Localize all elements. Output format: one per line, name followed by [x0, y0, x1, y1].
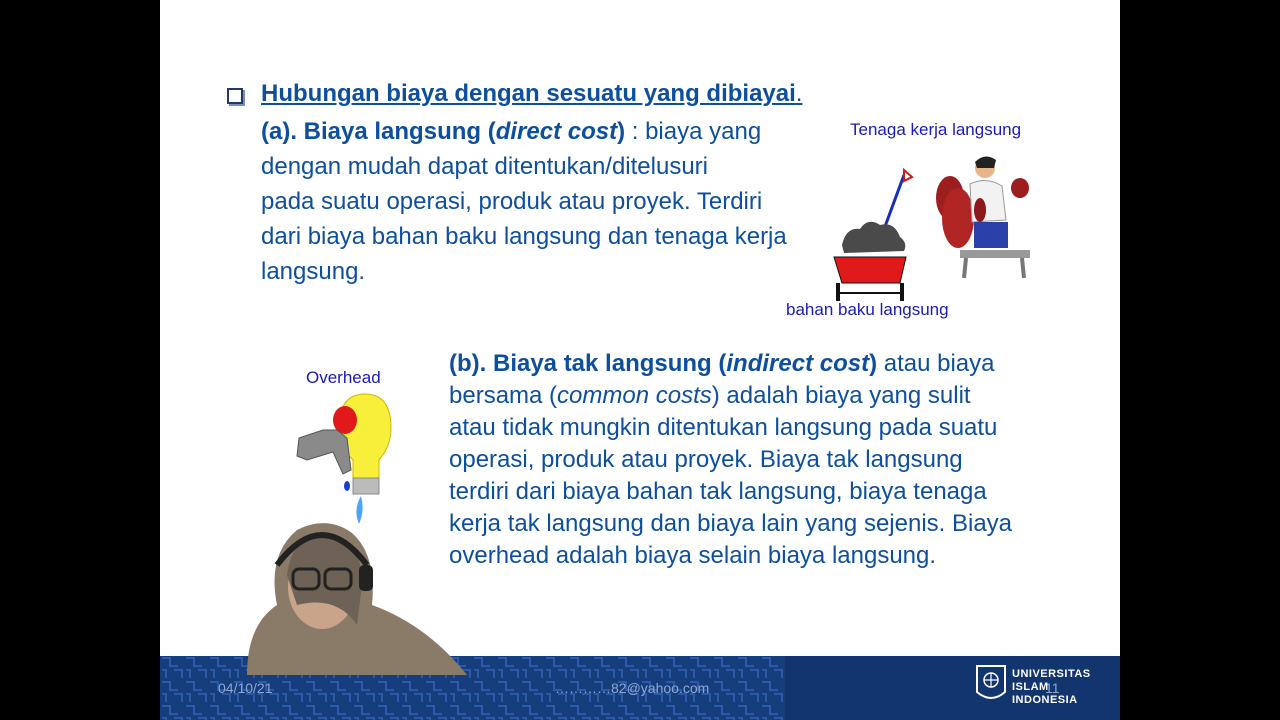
slide	[160, 0, 1120, 720]
label-overhead: Overhead	[306, 368, 381, 387]
potter-worker-icon	[930, 150, 1035, 280]
footer-email: …………82@yahoo.com	[555, 680, 710, 696]
wheelbarrow-icon	[828, 165, 918, 305]
checkbox-bullet-icon	[227, 88, 243, 104]
university-name: UNIVERSITAS ISLAM INDONESIA	[1012, 668, 1091, 706]
faucet-bulb-icon	[295, 390, 395, 530]
page-number: 11	[1045, 680, 1060, 696]
label-tenaga-kerja: Tenaga kerja langsung	[850, 120, 1022, 139]
paragraph-direct-cost: (a). Biaya langsung (direct cost) : biaya yang dengan mudah dapat ditentukan/ditelusuri pada suatu operasi, produk atau proyek. Terdiri dari biaya bahan baku langsung dan tenaga kerja langsung.	[261, 118, 787, 285]
label-bahan-baku: bahan baku langsung	[786, 300, 949, 319]
slide-heading: Hubungan biaya dengan sesuatu yang dibiayai.	[261, 80, 803, 107]
paragraph-indirect-cost: (b). Biaya tak langsung (indirect cost) atau biaya bersama (common costs) adalah biaya yang sulit atau tidak mungkin ditentukan langsung pada suatu operasi, produk atau proyek. Biaya tak langsung terdiri dari biaya bahan tak langsung, biaya tenaga kerja tak langsung dan biaya lain yang sejenis. Biaya overhead adalah biaya selain biaya langsung.	[449, 350, 1013, 569]
footer-date: 04/10/21	[218, 680, 273, 696]
university-logo-icon	[975, 664, 1007, 704]
webcam-presenter-image	[237, 515, 467, 675]
